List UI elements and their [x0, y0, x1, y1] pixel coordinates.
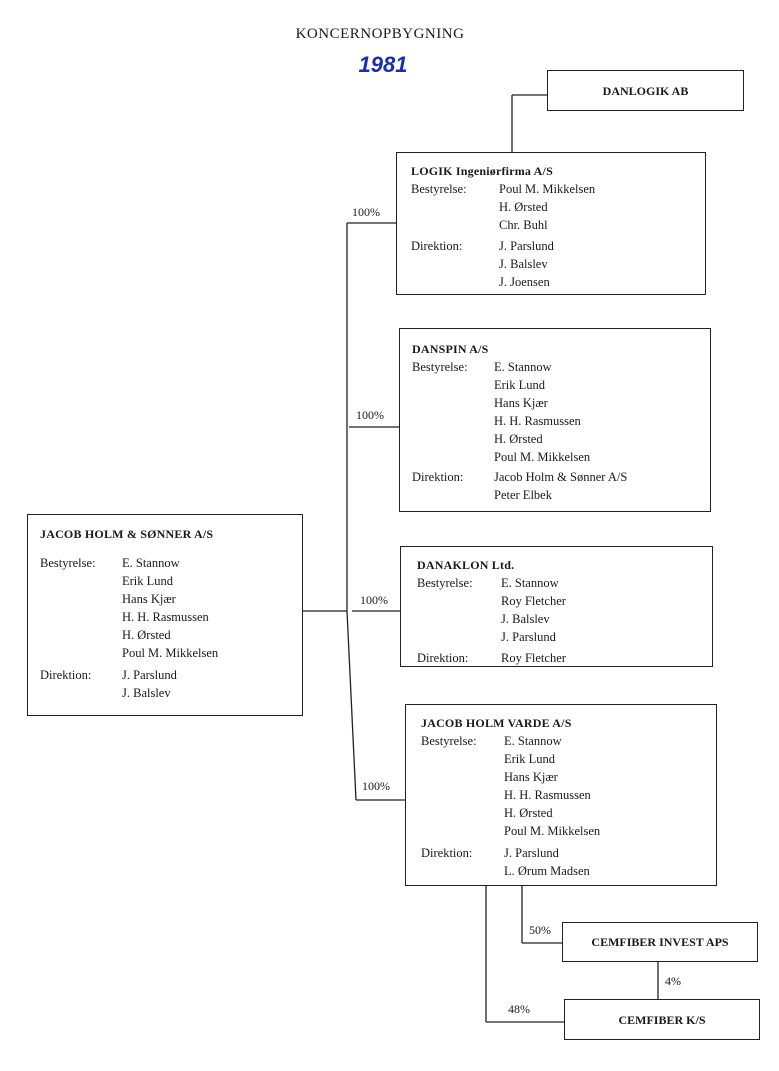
- direktion-label: Direktion:: [417, 651, 469, 665]
- parent-company-name: JACOB HOLM & SØNNER A/S: [40, 527, 214, 541]
- ownership-percent-cemfiber-ks-from-varde: 48%: [508, 1002, 530, 1016]
- board-member: Poul M. Mikkelsen: [494, 450, 591, 464]
- ownership-percent-cemfiber-ks-from-invest: 4%: [665, 974, 681, 988]
- danlogik-name: DANLOGIK AB: [602, 83, 689, 98]
- varde-box: [405, 704, 717, 886]
- bestyrelse-label: Bestyrelse:: [421, 734, 477, 748]
- parent-company-box: [27, 514, 303, 716]
- board-member: J. Parslund: [501, 630, 556, 644]
- page-title: KONCERNOPBYGNING: [295, 26, 465, 42]
- board-member: Erik Lund: [494, 378, 546, 392]
- board-member: Chr. Buhl: [499, 218, 548, 232]
- board-member: H. Ørsted: [122, 628, 171, 642]
- board-member: E. Stannow: [122, 556, 180, 570]
- board-member: E. Stannow: [501, 576, 559, 590]
- cemfiber-ks-box: [564, 999, 760, 1040]
- director: J. Parslund: [122, 668, 177, 682]
- board-member: H. Ørsted: [494, 432, 543, 446]
- director: Peter Elbek: [494, 488, 552, 502]
- board-member: Hans Kjær: [504, 770, 558, 784]
- varde-name: JACOB HOLM VARDE A/S: [421, 716, 572, 730]
- director: J. Balslev: [122, 686, 171, 700]
- direktion-label: Direktion:: [40, 668, 92, 682]
- ownership-percent-danspin: 100%: [356, 408, 384, 422]
- danaklon-box: [400, 546, 713, 667]
- ownership-percent-cemfiber-invest: 50%: [529, 923, 551, 937]
- ownership-percent-danaklon: 100%: [360, 593, 388, 607]
- board-member: H. H. Rasmussen: [504, 788, 591, 802]
- director: J. Joensen: [499, 275, 550, 289]
- board-member: Poul M. Mikkelsen: [499, 182, 596, 196]
- cemfiber-invest-name: CEMFIBER INVEST APS: [591, 935, 729, 949]
- board-member: Erik Lund: [504, 752, 556, 766]
- danspin-box: [399, 328, 711, 512]
- danlogik-box: [547, 70, 744, 111]
- board-member: Roy Fletcher: [501, 594, 566, 608]
- director: J. Parslund: [499, 239, 554, 253]
- bestyrelse-label: Bestyrelse:: [40, 556, 96, 570]
- board-member: H. H. Rasmussen: [494, 414, 581, 428]
- bestyrelse-label: Bestyrelse:: [411, 182, 467, 196]
- cemfiber-invest-box: [562, 922, 758, 962]
- cemfiber-ks-name: CEMFIBER K/S: [618, 1012, 706, 1027]
- board-member: Poul M. Mikkelsen: [504, 824, 601, 838]
- logik-box: [396, 152, 706, 295]
- director: Jacob Holm & Sønner A/S: [494, 470, 628, 484]
- director: L. Ørum Madsen: [504, 864, 590, 878]
- ownership-percent-varde: 100%: [362, 779, 390, 793]
- board-member: H. Ørsted: [499, 200, 548, 214]
- logik-name: LOGIK Ingeniørfirma A/S: [411, 164, 553, 178]
- direktion-label: Direktion:: [411, 239, 463, 253]
- board-member: J. Balslev: [501, 612, 550, 626]
- board-member: Hans Kjær: [122, 592, 176, 606]
- page-year: 1981: [358, 52, 408, 77]
- board-member: E. Stannow: [494, 360, 552, 374]
- bestyrelse-label: Bestyrelse:: [417, 576, 473, 590]
- director: J. Balslev: [499, 257, 548, 271]
- board-member: H. Ørsted: [504, 806, 553, 820]
- ownership-percent-logik: 100%: [352, 205, 380, 219]
- board-member: Erik Lund: [122, 574, 174, 588]
- board-member: Hans Kjær: [494, 396, 548, 410]
- danaklon-name: DANAKLON Ltd.: [417, 558, 515, 572]
- director: Roy Fletcher: [501, 651, 566, 665]
- danspin-name: DANSPIN A/S: [412, 342, 489, 356]
- bestyrelse-label: Bestyrelse:: [412, 360, 468, 374]
- board-member: H. H. Rasmussen: [122, 610, 209, 624]
- board-member: Poul M. Mikkelsen: [122, 646, 219, 660]
- direktion-label: Direktion:: [421, 846, 473, 860]
- direktion-label: Direktion:: [412, 470, 464, 484]
- director: J. Parslund: [504, 846, 559, 860]
- board-member: E. Stannow: [504, 734, 562, 748]
